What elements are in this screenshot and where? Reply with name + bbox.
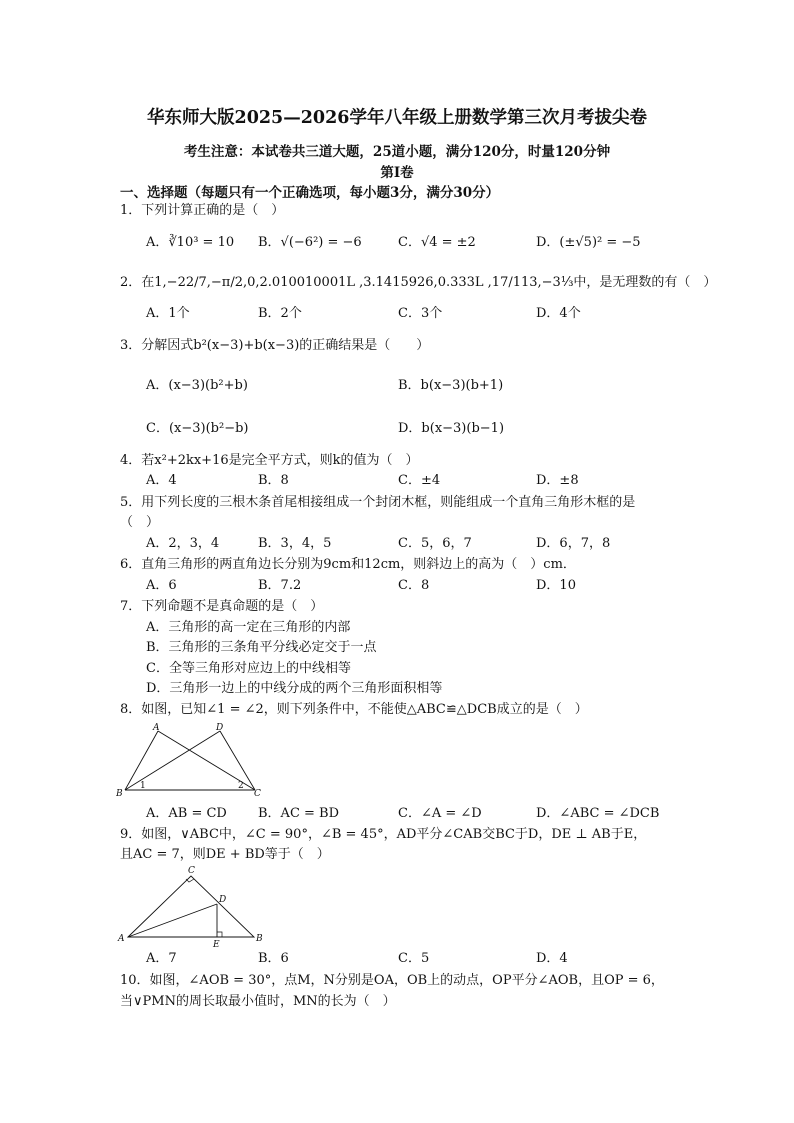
q8-label-2: 2 [238, 781, 244, 791]
q8-option-c: C．∠A = ∠D [398, 806, 482, 821]
q8-label-c: C [254, 789, 261, 799]
q7-option-c: C．全等三角形对应边上的中线相等 [146, 661, 351, 676]
q2-option-d: D．4个 [536, 306, 581, 321]
q8-label-d: D [216, 723, 224, 733]
q7-option-b: B．三角形的三条角平分线必定交于一点 [146, 640, 377, 655]
q6-option-c: C．8 [398, 578, 430, 593]
q3-option-b: B．b(x−3)(b+1) [398, 378, 504, 393]
q5-stem: 5．用下列长度的三根木条首尾相接组成一个封闭木框，则能组成一个直角三角形木框的是 [120, 495, 636, 510]
q4-option-d: D．±8 [536, 473, 579, 488]
q5-option-a: A．2，3，4 [146, 536, 220, 551]
q2-option-a: A．1个 [146, 306, 190, 321]
q9-option-d: D．4 [536, 951, 568, 966]
q7-stem: 7．下列命题不是真命题的是（ ） [120, 599, 324, 614]
q9-stem-cont: 且AC = 7，则DE + BD等于（ ） [120, 847, 330, 862]
q9-figure [116, 864, 266, 948]
q5-stem-cont: （ ） [120, 515, 160, 530]
q3-option-c: C．(x−3)(b²−b) [146, 421, 249, 436]
q5-option-d: D．6，7，8 [536, 536, 611, 551]
q4-option-a: A．4 [146, 473, 177, 488]
q2-option-c: C．3个 [398, 306, 443, 321]
q3-stem: 3．分解因式b²(x−3)+b(x−3)的正确结果是（ ） [120, 338, 430, 353]
q3-option-a: A．(x−3)(b²+b) [146, 378, 248, 393]
q1-option-a: A．∛10³ = 10 [146, 235, 235, 250]
q4-stem: 4．若x²+2kx+16是完全平方式，则k的值为（ ） [120, 453, 419, 468]
q9-label-b: B [256, 934, 263, 944]
q2-option-b: B．2个 [258, 306, 302, 321]
q9-label-e: E [213, 940, 220, 948]
q1-option-b: B．√(−6²) = −6 [258, 235, 362, 250]
q8-option-a: A．AB = CD [146, 806, 227, 821]
q9-label-c: C [188, 866, 195, 876]
q8-label-a: A [153, 723, 160, 733]
q10-stem-cont: 当∨PMN的周长取最小值时，MN的长为（ ） [120, 994, 396, 1009]
q9-stem: 9．如图，∨ABC中，∠C = 90°，∠B = 45°，AD平分∠CAB交BC于D，DE ⊥ AB于E， [120, 827, 647, 842]
q9-option-a: A．7 [146, 951, 177, 966]
exam-title: 华东师大版2025—2026学年八年级上册数学第三次月考拔尖卷 [147, 108, 647, 128]
q1-option-c: C．√4 = ±2 [398, 235, 476, 250]
q8-option-d: D．∠ABC = ∠DCB [536, 806, 660, 821]
q2-stem: 2．在1,−22/7,−π/2,0,2.010010001L ,3.1415926,0.333L ,17/113,−3⅓中，是无理数的有（ ） [120, 275, 717, 290]
q8-label-b: B [116, 789, 123, 799]
section-heading: 一、选择题（每题只有一个正确选项，每小题3分，满分30分） [120, 185, 500, 201]
q4-option-b: B．8 [258, 473, 289, 488]
q9-option-c: C．5 [398, 951, 430, 966]
q6-option-b: B．7.2 [258, 578, 302, 593]
q9-label-d: D [219, 895, 227, 905]
q1-stem: 1．下列计算正确的是（ ） [120, 203, 285, 218]
q8-option-b: B．AC = BD [258, 806, 340, 821]
q8-figure [116, 722, 266, 800]
q5-option-b: B．3，4，5 [258, 536, 332, 551]
exam-notice: 考生注意：本试卷共三道大题，25道小题，满分120分，时量120分钟 [183, 144, 611, 160]
q8-label-1: 1 [140, 781, 146, 791]
q5-option-c: C．5，6，7 [398, 536, 472, 551]
q3-option-d: D．b(x−3)(b−1) [398, 421, 505, 436]
q8-stem: 8．如图，已知∠1 = ∠2，则下列条件中，不能使△ABC≌△DCB成立的是（ ） [120, 702, 588, 717]
q9-option-b: B．6 [258, 951, 289, 966]
q6-option-a: A．6 [146, 578, 177, 593]
q7-option-a: A．三角形的高一定在三角形的内部 [146, 620, 351, 635]
q10-stem: 10．如图，∠AOB = 30°，点M，N分别是OA，OB上的动点，OP平分∠AOB，且OP = 6， [120, 973, 664, 988]
q7-option-d: D．三角形一边上的中线分成的两个三角形面积相等 [146, 681, 443, 696]
q4-option-c: C．±4 [398, 473, 441, 488]
q9-label-a: A [118, 934, 125, 944]
q6-option-d: D．10 [536, 578, 576, 593]
q1-option-d: D．(±√5)² = −5 [536, 235, 641, 250]
volume-label: 第Ⅰ卷 [380, 165, 414, 181]
q6-stem: 6．直角三角形的两直角边长分别为9cm和12cm，则斜边上的高为（ ）cm． [120, 557, 576, 572]
